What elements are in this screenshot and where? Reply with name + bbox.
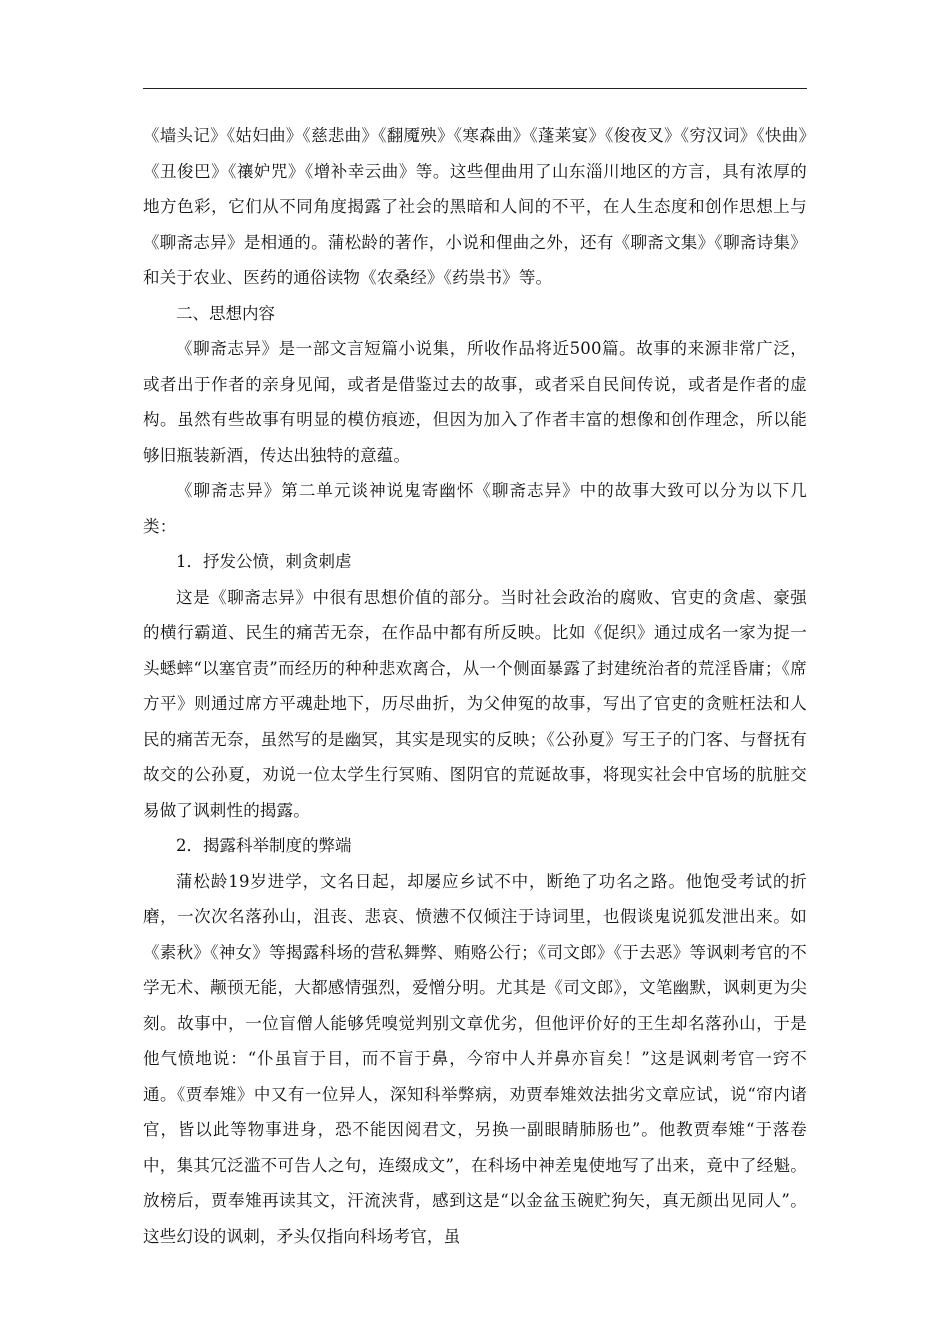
document-body [143, 118, 807, 1254]
paragraph-exam-system: 蒲松龄19岁进学，文名日起，却屡应乡试不中，断绝了功名之路。他饱受考试的折磨，一次次名落孙山，沮丧、悲哀、愤懑不仅倾注于诗词里，也假谈鬼说狐发泄出来。如《素秋》《神女》等揭露科场的营私舞弊、贿赂公行；《司文郎》《于去恶》等讽刺考官的不学无术、颟顸无能，大都感情强烈，爱憎分明。尤其是《司文郎》，文笔幽默，讽刺更为尖刻。故事中，一位盲僧人能够凭嗅觉判别文章优劣，但他评价好的王生却名落孙山，于是他气愤地说：“仆虽盲于目，而不盲于鼻，今帘中人并鼻亦盲矣！”这是讽刺考官一窍不通。《贾奉雉》中又有一位异人，深知科举弊病，劝贾奉雉效法拙劣文章应试，说“帘内诸官，皆以此等物事进身，恐不能因阅君文，另换一副眼睛肺肠也”。他教贾奉雉“于落卷中，集其冗泛滥不可告人之句，连缀成文”，在科场中神差鬼使地写了出来，竟中了经魁。放榜后，贾奉雉再读其文，汗流浃背，感到这是“以金盆玉碗贮狗矢，真无颜出见同人”。这些幻设的讽刺，矛头仅指向科场考官，虽 [143, 871, 807, 1246]
paragraph-corruption: 这是《聊斋志异》中很有思想价值的部分。当时社会政治的腐败、官吏的贪虐、豪强的横行霸道、民生的痛苦无奈，在作品中都有所反映。比如《促织》通过成名一家为捉一头蟋蟀“以塞官责”而经历的种种悲欢离合，从一个侧面暴露了封建统治者的荒淫昏庸；《席方平》则通过席方平魂赴地下，历尽曲折，为父伸冤的故事，写出了官吏的贪赃枉法和人民的痛苦无奈，虽然写的是幽冥，其实是现实的反映；《公孙夏》写王子的门客、与督抚有故交的公孙夏，劝说一位太学生行冥贿、图阴官的荒诞故事，将现实社会中官场的肮脏交易做了讽刺性的揭露。 [143, 587, 807, 820]
paragraph-collection-intro: 《聊斋志异》是一部文言短篇小说集，所收作品将近500篇。故事的来源非常广泛，或者出于作者的亲身见闻，或者是借鉴过去的故事，或者采自民间传说，或者是作者的虚构。虽然有些故事有明显的模仿痕迹，但因为加入了作者丰富的想像和创作理念，所以能够旧瓶装新酒，传达出独特的意蕴。 [143, 339, 807, 465]
header-rule [143, 88, 807, 89]
paragraph-liqu-works: 《墙头记》《姑妇曲》《慈悲曲》《翻魇殃》《寒森曲》《蓬莱宴》《俊夜叉》《穷汉词》《快曲》《丑俊巴》《禳妒咒》《增补幸云曲》等。这些俚曲用了山东淄川地区的方言，具有浓厚的地方色彩，它们从不同角度揭露了社会的黑暗和人间的不平，在人生态度和创作思想上与《聊斋志异》是相通的。蒲松龄的著作，小说和俚曲之外，还有《聊斋文集》《聊斋诗集》和关于农业、医药的通俗读物《农桑经》《药祟书》等。 [143, 126, 807, 287]
subheading-exam-system: 2．揭露科举制度的弊端 [176, 836, 352, 855]
section-heading-thought-content: 二、思想内容 [176, 303, 275, 323]
paragraph-story-categories: 《聊斋志异》第二单元谈神说鬼寄幽怀《聊斋志异》中的故事大致可以分为以下几类： [143, 481, 807, 536]
subheading-anger-corruption: 1．抒发公愤，刺贪刺虐 [176, 552, 352, 571]
